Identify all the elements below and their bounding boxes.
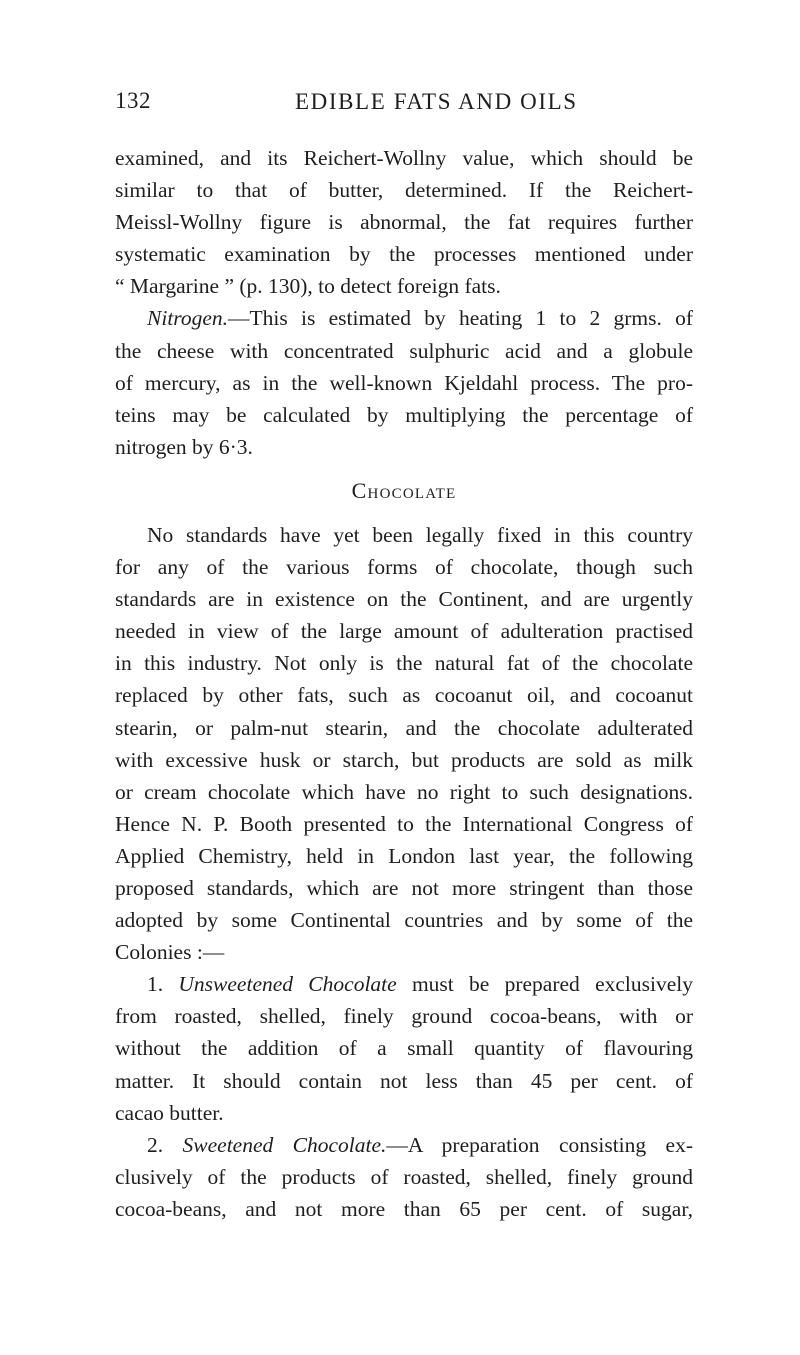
- text-line: Meissl-Wollny figure is abnormal, the fat requires further: [115, 210, 693, 235]
- page-number: 132: [115, 88, 151, 113]
- text-line: cacao butter.: [115, 1100, 224, 1125]
- text-line: adopted by some Continental countries and by some of the: [115, 908, 693, 933]
- text-line: cocoa-beans, and not more than 65 per cent. of sugar,: [115, 1196, 693, 1221]
- text-line: Colonies :—: [115, 940, 225, 965]
- text-line: matter. It should contain not less than 45 per cent. of: [115, 1068, 693, 1093]
- text-line: for any of the various forms of chocolate, though such: [115, 555, 693, 580]
- item-lead: Sweetened Chocolate.: [182, 1132, 387, 1157]
- text-line: systematic examination by the processes mentioned under: [115, 242, 693, 267]
- item-lead: Unsweetened Chocolate: [178, 972, 397, 997]
- running-head: [115, 88, 693, 124]
- list-item-line: [115, 1129, 693, 1161]
- nitrogen-lead: Nitrogen.: [147, 306, 229, 331]
- text-run: must be prepared exclusively: [396, 972, 693, 997]
- text-run: —A preparation consisting ex-: [386, 1132, 694, 1157]
- item-number: 1.: [147, 972, 164, 997]
- item-number: 2.: [147, 1132, 164, 1157]
- text-line: similar to that of butter, determined. If the Reichert-: [115, 178, 693, 203]
- section-heading: Chocolate: [351, 477, 457, 503]
- text-line: in this industry. Not only is the natural fat of the chocolate: [115, 651, 693, 676]
- text-line: needed in view of the large amount of adulteration practised: [115, 619, 693, 644]
- running-head-title: EDIBLE FATS AND OILS: [295, 89, 578, 114]
- text-line: teins may be calculated by multiplying the percentage of: [115, 402, 693, 427]
- text-line: “ Margarine ” (p. 130), to detect foreign fats.: [115, 274, 501, 299]
- list-item-line: [115, 968, 693, 1000]
- text-line: the cheese with concentrated sulphuric acid and a globule: [115, 338, 693, 363]
- text-line: of mercury, as in the well-known Kjeldahl process. The pro-: [115, 370, 693, 395]
- text-line: without the addition of a small quantity of flavouring: [115, 1036, 693, 1061]
- text-line: [115, 302, 693, 334]
- text-run: —This is estimated by heating 1 to 2 grms. of: [228, 306, 693, 331]
- text-line: nitrogen by 6·3.: [115, 434, 253, 459]
- text-line: Applied Chemistry, held in London last year, the following: [115, 843, 693, 868]
- text-line: replaced by other fats, such as cocoanut oil, and cocoanut: [115, 683, 693, 708]
- text-line: Hence N. P. Booth presented to the International Congress of: [115, 811, 693, 836]
- text-line: proposed standards, which are not more stringent than those: [115, 875, 693, 900]
- text-line: clusively of the products of roasted, shelled, finely ground: [115, 1164, 693, 1189]
- text-line: examined, and its Reichert-Wollny value, which should be: [115, 146, 693, 170]
- text-line: with excessive husk or starch, but products are sold as milk: [115, 747, 693, 772]
- body-text: [115, 142, 693, 1225]
- text-line: from roasted, shelled, finely ground cocoa-beans, with or: [115, 1004, 693, 1029]
- text-line: or cream chocolate which have no right to such designations.: [115, 779, 693, 804]
- text-line: No standards have yet been legally fixed in this country: [147, 522, 693, 547]
- text-line: stearin, or palm-nut stearin, and the chocolate adulterated: [115, 715, 693, 740]
- text-line: standards are in existence on the Continent, and are urgently: [115, 587, 693, 612]
